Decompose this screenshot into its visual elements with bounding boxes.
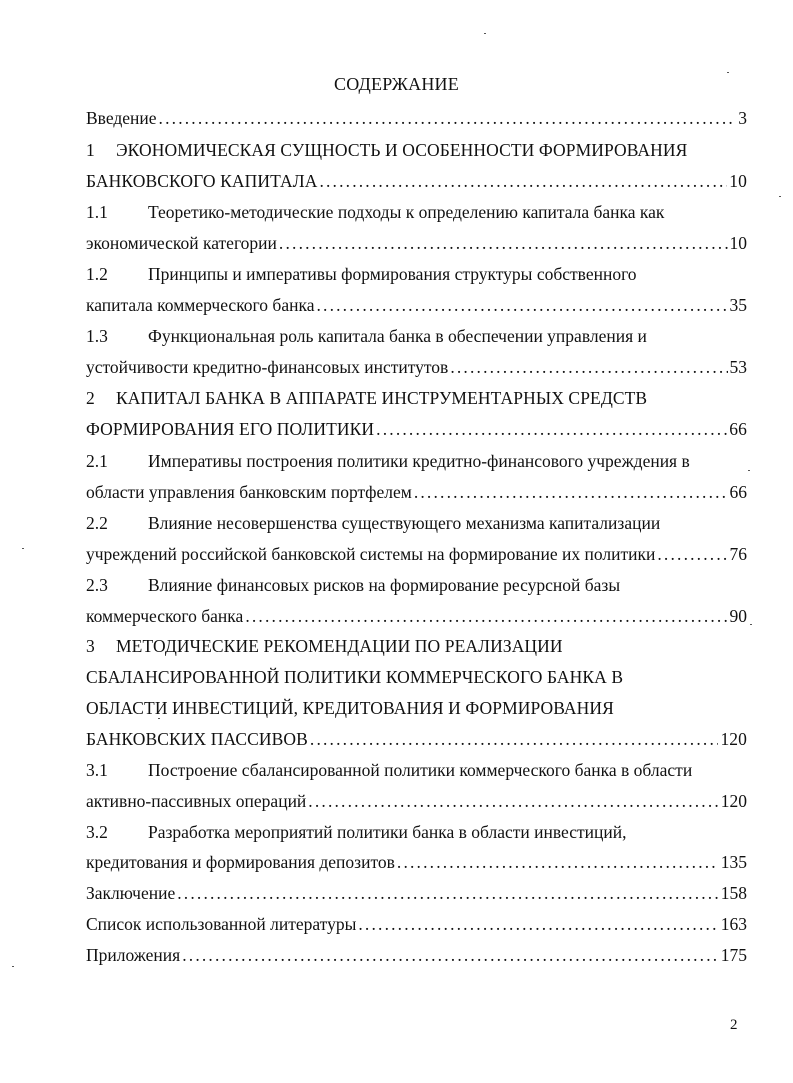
toc-entry-text-cont: БАНКОВСКОГО КАПИТАЛА: [86, 171, 318, 191]
leader-dots: [316, 293, 727, 317]
toc-entry-3-2: [86, 820, 747, 844]
scan-speck: [750, 624, 752, 625]
toc-entry-2-2-cont: [86, 542, 747, 566]
toc-entry-text-cont: БАНКОВСКИХ ПАССИВОВ: [86, 729, 308, 749]
toc-entry-1-3: [86, 324, 747, 348]
toc-entry-text: Влияние финансовых рисков на формирование ресурсной базы: [148, 575, 621, 595]
toc-entry-text-cont: экономической категории: [86, 233, 277, 253]
scan-speck: [779, 196, 781, 197]
toc-entry-1-1-cont: [86, 231, 747, 255]
toc-entry-text: Построение сбалансированной политики коммерческого банка в области: [148, 760, 693, 780]
leader-dots: [319, 169, 727, 193]
toc-entry-text: Разработка мероприятий политики банка в области инвестиций,: [148, 822, 627, 842]
toc-entry-text: Теоретико-методические подходы к определению капитала банка как: [148, 202, 665, 222]
toc-entry-page: 120: [720, 729, 747, 749]
toc-entry-chapter-3-cont-1: [86, 665, 747, 689]
toc-entry-number: 3.2: [86, 822, 108, 842]
scan-speck: [158, 718, 160, 719]
toc-entry-chapter-1-cont: [86, 169, 747, 193]
leader-dots: [657, 542, 727, 566]
toc-entry-text: Влияние несовершенства существующего механизма капитализации: [148, 513, 661, 533]
toc-entry-page: 66: [729, 419, 747, 439]
toc-entry-text-cont: ОБЛАСТИ ИНВЕСТИЦИЙ, КРЕДИТОВАНИЯ И ФОРМИРОВАНИЯ: [86, 698, 614, 718]
toc-entry-text-cont: ФОРМИРОВАНИЯ ЕГО ПОЛИТИКИ: [86, 419, 375, 439]
toc-entry-page: 53: [729, 357, 747, 377]
toc-entry-page: 3: [738, 108, 747, 128]
toc-entry-text: Приложения: [86, 945, 181, 965]
leader-dots: [376, 417, 727, 441]
leader-dots: [279, 231, 728, 255]
toc-entry-3-2-cont: [86, 850, 747, 874]
toc-entry-chapter-1: [86, 138, 747, 162]
leader-dots: [308, 789, 718, 813]
toc-entry-3-1-cont: [86, 789, 747, 813]
leader-dots: [397, 850, 719, 874]
toc-entry-text-cont: СБАЛАНСИРОВАННОЙ ПОЛИТИКИ КОММЕРЧЕСКОГО БАНКА В: [86, 667, 624, 687]
scan-speck: [22, 548, 24, 549]
page-number: 2: [730, 1017, 738, 1033]
page-title: СОДЕРЖАНИЕ: [334, 74, 459, 94]
toc-entry-text: ЭКОНОМИЧЕСКАЯ СУЩНОСТЬ И ОСОБЕННОСТИ ФОРМИРОВАНИЯ: [116, 140, 688, 160]
leader-dots: [310, 727, 719, 751]
toc-entry-2-3: [86, 573, 747, 597]
toc-entry-appendices: [86, 943, 747, 967]
toc-entry-number: 2.3: [86, 575, 108, 595]
toc-entry-chapter-3: [86, 634, 747, 658]
toc-entry-text: Введение: [86, 108, 157, 128]
toc-entry-page: 10: [729, 233, 747, 253]
toc-entry-chapter-2: [86, 386, 747, 410]
toc-entry-text: МЕТОДИЧЕСКИЕ РЕКОМЕНДАЦИИ ПО РЕАЛИЗАЦИИ: [116, 636, 563, 656]
toc-entry-number: 1.3: [86, 326, 108, 346]
toc-entry-page: 158: [720, 883, 747, 903]
toc-entry-2-1: [86, 449, 747, 473]
toc-entry-text-cont: устойчивости кредитно-финансовых институтов: [86, 357, 449, 377]
toc-entry-text: Заключение: [86, 883, 176, 903]
toc-entry-page: 163: [720, 914, 747, 934]
toc-entry-conclusion: [86, 881, 747, 905]
toc-entry-number: 3.1: [86, 760, 108, 780]
toc-entry-1-3-cont: [86, 355, 747, 379]
leader-dots: [177, 881, 719, 905]
toc-entry-1-2: [86, 262, 747, 286]
leader-dots: [414, 480, 728, 504]
toc-entry-chapter-3-cont-3: [86, 727, 747, 751]
toc-entry-page: 120: [720, 791, 747, 811]
toc-entry-text-cont: области управления банковским портфелем: [86, 482, 412, 502]
leader-dots: [358, 912, 718, 936]
toc-entry-text-cont: коммерческого банка: [86, 606, 244, 626]
toc-entry-page: 175: [720, 945, 747, 965]
toc-entry-text-cont: кредитования и формирования депозитов: [86, 852, 395, 872]
toc-entry-number: 1.1: [86, 202, 108, 222]
toc-entry-chapter-2-cont: [86, 417, 747, 441]
toc-entry-text: КАПИТАЛ БАНКА В АППАРАТЕ ИНСТРУМЕНТАРНЫХ СРЕДСТВ: [116, 388, 648, 408]
toc-entry-1-1: [86, 200, 747, 224]
toc-entry-page: 90: [729, 606, 747, 626]
toc-entry-number: 1.2: [86, 264, 108, 284]
leader-dots: [450, 355, 727, 379]
leader-dots: [159, 106, 737, 130]
scan-speck: [727, 72, 729, 73]
toc-entry-text: Принципы и императивы формирования структуры собственного: [148, 264, 637, 284]
toc-entry-introduction: [86, 106, 747, 130]
toc-entry-2-3-cont: [86, 604, 747, 628]
scan-speck: [748, 470, 750, 471]
toc-entry-references: [86, 912, 747, 936]
toc-entry-page: 10: [729, 171, 747, 191]
scan-speck: [484, 33, 486, 34]
leader-dots: [182, 943, 719, 967]
toc-entry-number: 2.1: [86, 451, 108, 471]
toc-entry-page: 66: [729, 482, 747, 502]
toc-entry-number: 2.2: [86, 513, 108, 533]
scan-speck: [12, 966, 14, 967]
toc-entry-2-2: [86, 511, 747, 535]
toc-entry-1-2-cont: [86, 293, 747, 317]
toc-entry-text: Функциональная роль капитала банка в обеспечении управления и: [148, 326, 647, 346]
toc-entry-page: 135: [720, 852, 747, 872]
toc-entry-text-cont: учреждений российской банковской системы на формирование их политики: [86, 544, 656, 564]
toc-entry-text: Императивы построения политики кредитно-финансового учреждения в: [148, 451, 690, 471]
toc-entry-page: 35: [729, 295, 747, 315]
toc-entry-2-1-cont: [86, 480, 747, 504]
toc-entry-page: 76: [729, 544, 747, 564]
leader-dots: [245, 604, 727, 628]
toc-entry-3-1: [86, 758, 747, 782]
toc-entry-chapter-3-cont-2: [86, 696, 747, 720]
toc-entry-number: 1: [86, 140, 95, 160]
toc-entry-text-cont: активно-пассивных операций: [86, 791, 307, 811]
toc-entry-number: 2: [86, 388, 95, 408]
toc-entry-text: Список использованной литературы: [86, 914, 357, 934]
toc-entry-text-cont: капитала коммерческого банка: [86, 295, 315, 315]
toc-entry-number: 3: [86, 636, 95, 656]
